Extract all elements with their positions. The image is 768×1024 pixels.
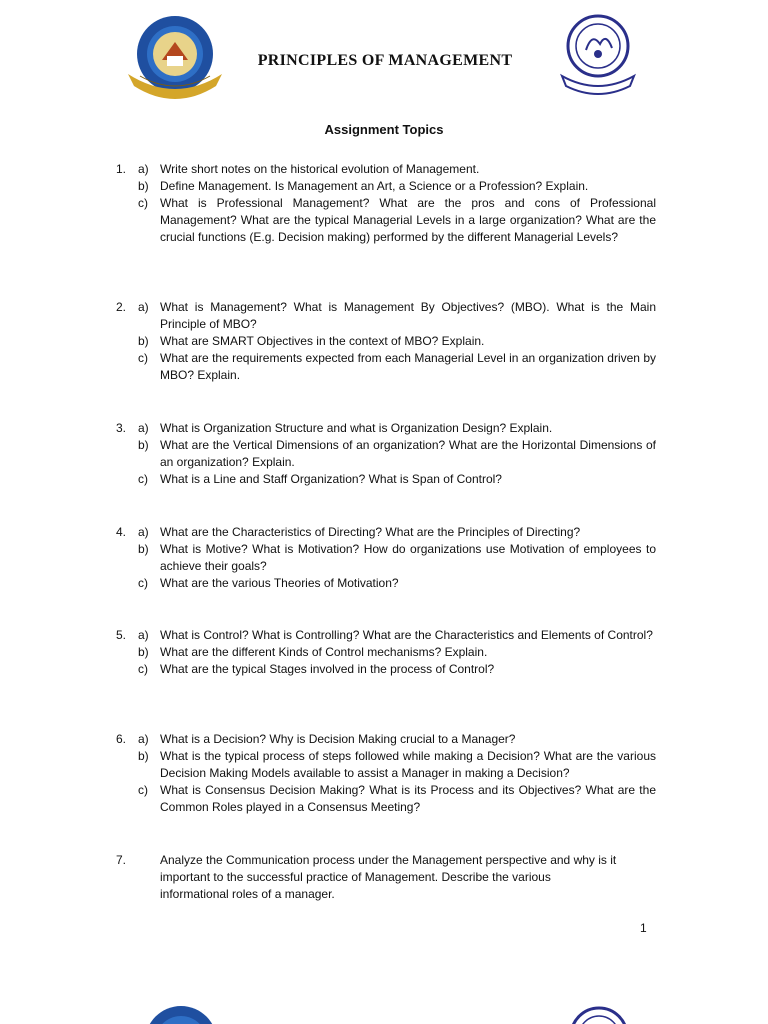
question-part: c) What is Professional Management? What are the pros and cons of Professional Management? What are the typical Managerial Levels in a large organization? What are the crucial functions (E.g. Decision making) performed by the different Managerial Levels? [138, 196, 656, 244]
question-part: c) What are the various Theories of Motivation? [138, 576, 399, 590]
question-part: b) What are the Vertical Dimensions of an organization? What are the Horizontal Dimensions of an organization? Explain. [138, 438, 656, 469]
question-part: a) Write short notes on the historical evolution of Management. [138, 162, 480, 176]
question-part: c) What are the requirements expected from each Managerial Level in an organization driven by MBO? Explain. [138, 351, 656, 382]
question-part: b) What is Motive? What is Motivation? How do organizations use Motivation of employees to achieve their goals? [138, 542, 656, 573]
question-number: 2. [116, 300, 127, 314]
question-4 [116, 524, 656, 592]
trust-emblem-icon [120, 12, 230, 112]
page-number: 1 [640, 921, 647, 935]
next-page-college-logo [562, 1004, 636, 1024]
question-part: b) What are the different Kinds of Control mechanisms? Explain. [138, 645, 488, 659]
question-number: 5. [116, 628, 127, 642]
question-part: b) What are SMART Objectives in the context of MBO? Explain. [138, 334, 485, 348]
trust-logo [120, 12, 230, 112]
question-part: c) What is Consensus Decision Making? What is its Process and its Objectives? What are the Common Roles played in a Consensus Meeting? [138, 783, 656, 814]
question-part: b) Define Management. Is Management an Art, a Science or a Profession? Explain. [138, 179, 589, 193]
assignment-heading: Assignment Topics [324, 122, 444, 137]
question-2 [116, 299, 656, 384]
question-5 [116, 627, 656, 678]
question-part: a) What is a Decision? Why is Decision Making crucial to a Manager? [138, 732, 516, 746]
question-number: 7. [116, 853, 127, 867]
question-number: 4. [116, 525, 127, 539]
question-part: c) What is a Line and Staff Organization? What is Span of Control? [138, 472, 502, 486]
question-number: 6. [116, 732, 127, 746]
question-1 [116, 161, 656, 246]
question-text: Analyze the Communication process under the Management perspective and why is it important to the successful practice of Management. Describe the various informational roles of a manager. [160, 853, 617, 901]
question-part: b) What is the typical process of steps followed while making a Decision? What are the various Decision Making Models available to assist a Manager in making a Decision? [138, 749, 656, 780]
page-title: PRINCIPLES OF MANAGEMENT [257, 52, 513, 69]
college-crest-icon [556, 10, 640, 98]
question-part: a) What is Management? What is Management By Objectives? (MBO). What is the Main Principle of MBO? [138, 300, 656, 331]
question-6 [116, 731, 656, 816]
question-3 [116, 420, 656, 488]
question-7 [116, 852, 656, 903]
question-part: a) What are the Characteristics of Directing? What are the Principles of Directing? [138, 525, 581, 539]
question-part: c) What are the typical Stages involved in the process of Control? [138, 662, 495, 676]
next-page-trust-logo [136, 1004, 226, 1024]
question-part: a) What is Organization Structure and what is Organization Design? Explain. [138, 421, 553, 435]
college-logo [556, 10, 640, 98]
trust-emblem-icon [136, 1004, 226, 1024]
question-number: 1. [116, 162, 127, 176]
question-part: a) What is Control? What is Controlling? What are the Characteristics and Elements of Control? [138, 628, 653, 642]
college-crest-icon [562, 1004, 636, 1024]
question-number: 3. [116, 421, 127, 435]
